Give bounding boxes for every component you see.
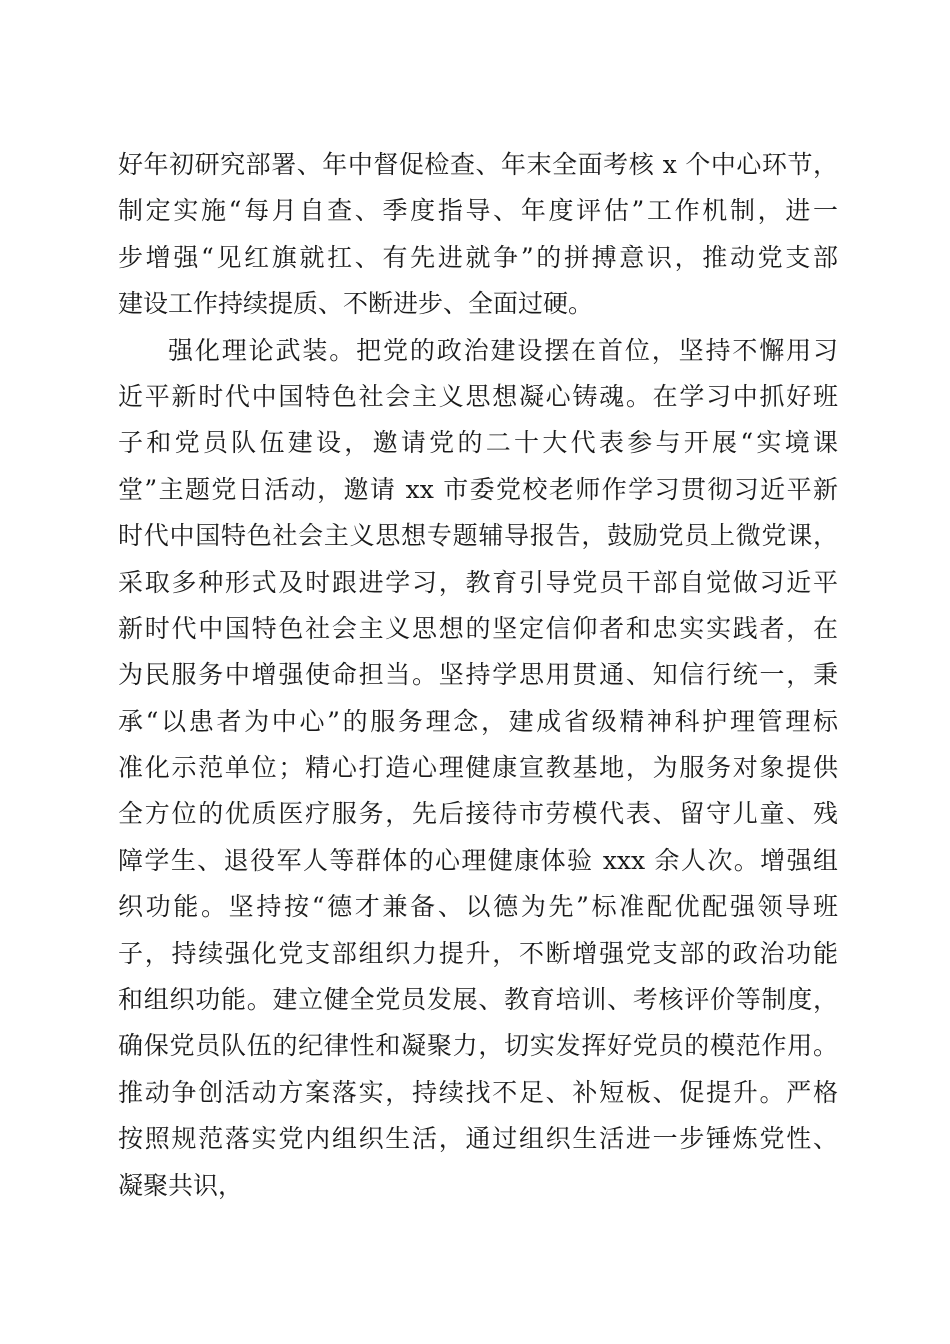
text-line: 全方位的优质医疗服务，先后接待市劳模代表、留守儿童、残 — [118, 799, 838, 829]
text-line: 采取多种形式及时跟进学习，教育引导党员干部自觉做习近平 — [118, 567, 838, 597]
text-line: 新时代中国特色社会主义思想的坚定信仰者和忠实实践者，在 — [118, 613, 838, 643]
text-line: 织功能。坚持按“德才兼备、以德为先”标准配优配强领导班 — [118, 892, 838, 922]
text-line: 堂”主题党日活动，邀请 xx 市委党校老师作学习贯彻习近平新 — [118, 474, 838, 504]
text-line: 凝聚共识， — [118, 1170, 244, 1200]
text-line: 按照规范落实党内组织生活，通过组织生活进一步锤炼党性、 — [118, 1124, 838, 1154]
text-line: 障学生、退役军人等群体的心理健康体验 xxx 余人次。增强组 — [118, 845, 838, 875]
text-line: 准化示范单位；精心打造心理健康宣教基地，为服务对象提供 — [118, 753, 838, 783]
body-text — [118, 142, 838, 1209]
text-line: 建设工作持续提质、不断进步、全面过硬。 — [118, 289, 594, 319]
text-line: 确保党员队伍的纪律性和凝聚力，切实发挥好党员的模范作用。 — [118, 1031, 838, 1061]
text-line: 为民服务中增强使命担当。坚持学思用贯通、知信行统一，秉 — [118, 660, 838, 690]
text-line: 步增强“见红旗就扛、有先进就争”的拼搏意识，推动党支部 — [118, 242, 838, 272]
paragraph-first-line: 强化理论武装。把党的政治建设摆在首位，坚持不懈用习 — [168, 335, 838, 365]
text-line: 和组织功能。建立健全党员发展、教育培训、考核评价等制度， — [118, 985, 838, 1015]
text-line: 子和党员队伍建设，邀请党的二十大代表参与开展“实境课 — [118, 428, 838, 458]
text-line: 子，持续强化党支部组织力提升，不断增强党支部的政治功能 — [118, 938, 838, 968]
text-line: 近平新时代中国特色社会主义思想凝心铸魂。在学习中抓好班 — [118, 381, 838, 411]
text-line: 好年初研究部署、年中督促检查、年末全面考核 x 个中心环节， — [118, 150, 838, 179]
text-line: 制定实施“每月自查、季度指导、年度评估”工作机制，进一 — [118, 196, 838, 226]
text-line: 时代中国特色社会主义思想专题辅导报告，鼓励党员上微党课， — [118, 521, 838, 551]
text-line: 推动争创活动方案落实，持续找不足、补短板、促提升。严格 — [118, 1077, 838, 1107]
text-line: 承“以患者为中心”的服务理念，建成省级精神科护理管理标 — [118, 706, 838, 736]
